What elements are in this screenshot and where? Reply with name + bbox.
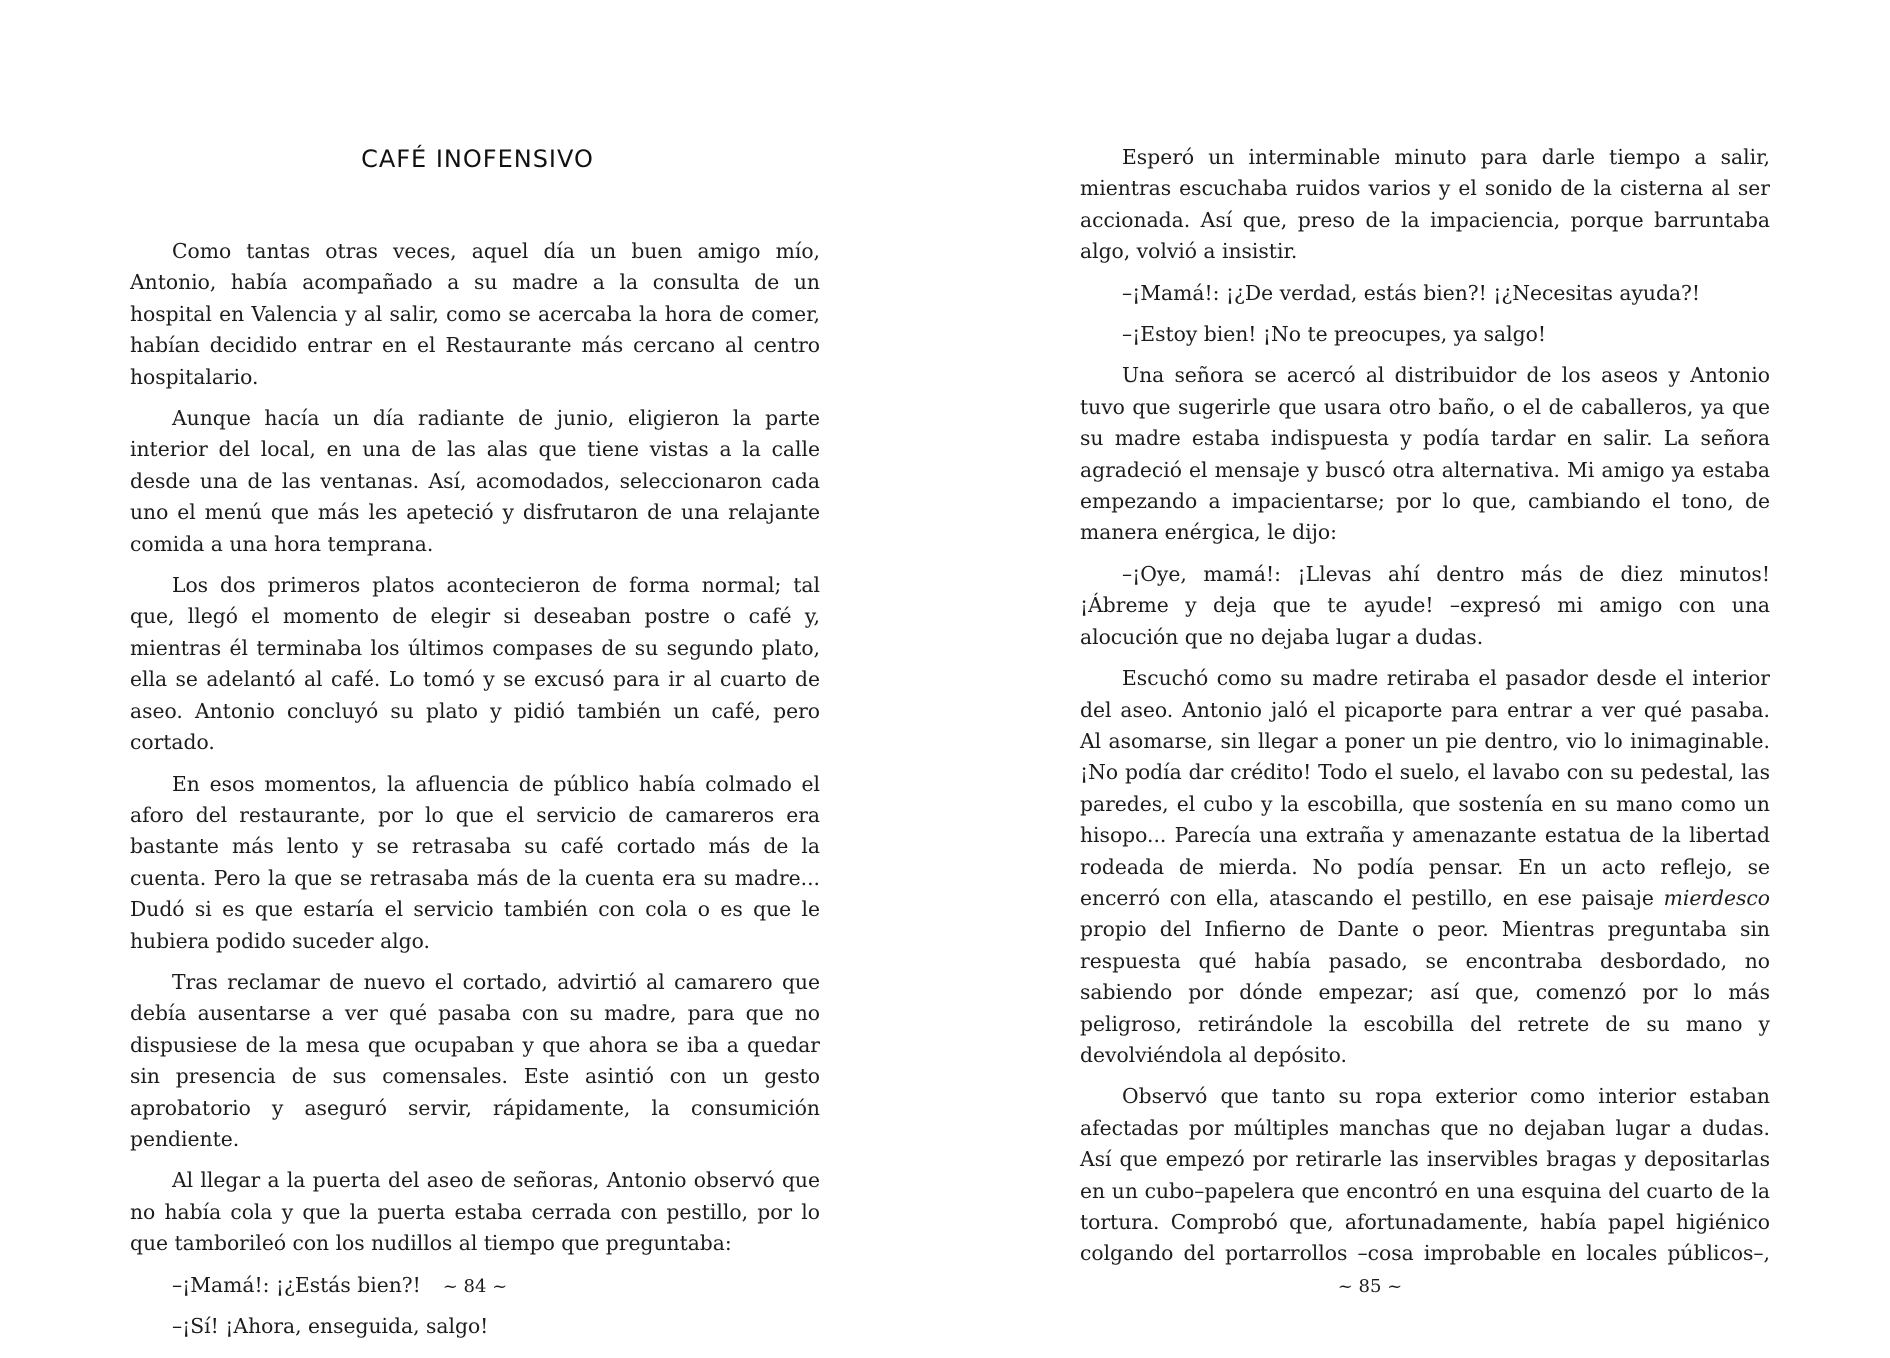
dialogue-line: –¡Sí! ¡Ahora, enseguida, salgo! <box>172 1314 489 1338</box>
left-page-body <box>130 236 820 1352</box>
paragraph: Tras reclamar de nuevo el cortado, advirtió al camarero que debía ausentarse a ver qué pasaba con su madre, para que no dispusiese de la mesa que ocupaban y que ahora se iba a quedar sin presencia de sus comensales. Este asintió con un gesto aprobatorio y aseguró servir, rápidamente, la consumición pendiente. <box>130 969 820 1151</box>
chapter-title: CAFÉ INOFENSIVO <box>361 145 594 173</box>
right-page <box>945 0 1890 1358</box>
dialogue-line: –¡Estoy bien! ¡No te preocupes, ya salgo! <box>1122 322 1546 347</box>
paragraph-text: Escuchó como su madre retiraba el pasador desde el interior del aseo. Antonio jaló el picaporte para entrar a ver qué pasaba. Al asomarse, sin llegar a poner un pie dentro, vio lo inimaginable. ¡No podía dar crédito! Todo el suelo, el lavabo con su pedestal, las paredes, el cubo y la escobilla, que sostenía en su mano como un hisopo... Parecía una extraña y amenazante estatua de la libertad rodeada de mierda. No podía pensar. En un acto reflejo, se encerró con ella, atascando el pestillo, en ese paisaje <box>1080 666 1770 910</box>
paragraph-text: propio del Infierno de Dante o peor. Mientras preguntaba sin respuesta qué había pasado, se encontraba desbordado, no sabiendo por dónde empezar; así que, comenzó por lo más peligroso, retirándole la escobilla del retrete de su mano y devolviéndola al depósito. <box>1080 917 1770 1067</box>
page-number: ~ 84 ~ <box>442 1276 508 1297</box>
paragraph: En esos momentos, la afluencia de público había colmado el aforo del restaurante, por lo que el servicio de camareros era bastante más lento y se retrasaba su café cortado más de la cuenta. Pero la que se retrasaba más de la cuenta era su madre... Dudó si es que estaría el servicio también con cola o es que le hubiera podido suceder algo. <box>130 771 820 953</box>
dialogue-line: –¡Mamá!: ¡¿De verdad, estás bien?! ¡¿Necesitas ayuda?! <box>1122 280 1701 305</box>
paragraph: Los dos primeros platos acontecieron de forma normal; tal que, llegó el momento de elegir si deseaban postre o café y, mientras él terminaba los últimos compases de su segundo plato, ella se adelantó al café. Lo tomó y se excusó para ir al cuarto de aseo. Antonio concluyó su plato y pidió también un café, pero cortado. <box>130 573 820 755</box>
dialogue-line: –¡Mamá!: ¡¿Estás bien?! <box>172 1272 421 1297</box>
paragraph: Como tantas otras veces, aquel día un buen amigo mío, Antonio, había acompañado a su madre a la consulta de un hospital en Valencia y al salir, como se acercaba la hora de comer, habían decidido entrar en el Restaurante más cercano al centro hospitalario. <box>130 239 820 389</box>
italic-word: mierdesco <box>1663 885 1770 910</box>
paragraph: Observó que tanto su ropa exterior como interior estaban afectadas por múltiples manchas que no dejaban lugar a dudas. Así que empezó por retirarle las inservibles bragas y depositarlas en un cubo–papelera que encontró en una esquina del cuarto de la tortura. Comprobó que, afortunadamente, había papel higiénico colgando del portarrollos –cosa improbable en locales públicos–, <box>1080 1084 1770 1266</box>
paragraph: Una señora se acercó al distribuidor de los aseos y Antonio tuvo que sugerirle que usara otro baño, o el de caballeros, ya que su madre estaba indispuesta y podía tardar en salir. La señora agradeció el mensaje y buscó otra alternativa. Mi amigo ya estaba empezando a impacientarse; por lo que, cambiando el tono, de manera enérgica, le dijo: <box>1080 363 1770 545</box>
right-page-body <box>1080 142 1770 1280</box>
paragraph: Aunque hacía un día radiante de junio, eligieron la parte interior del local, en una de las alas que tiene vistas a la calle desde una de las ventanas. Así, acomodados, seleccionaron cada uno el menú que más les apeteció y disfrutaron de una relajante comida a una hora temprana. <box>130 406 820 556</box>
paragraph: Al llegar a la puerta del aseo de señoras, Antonio observó que no había cola y que la puerta estaba cerrada con pestillo, por lo que tamborileó con los nudillos al tiempo que preguntaba: <box>130 1168 820 1256</box>
page-number: ~ 85 ~ <box>1337 1276 1403 1297</box>
paragraph: –¡Oye, mamá!: ¡Llevas ahí dentro más de diez minutos! ¡Ábreme y deja que te ayude! –expresó mi amigo con una alocución que no dejaba lugar a dudas. <box>1080 561 1770 649</box>
paragraph <box>1080 663 1770 1071</box>
paragraph: Esperó un interminable minuto para darle tiempo a salir, mientras escuchaba ruidos varios y el sonido de la cisterna al ser accionada. Así que, preso de la impaciencia, porque barruntaba algo, volvió a insistir. <box>1080 145 1770 264</box>
